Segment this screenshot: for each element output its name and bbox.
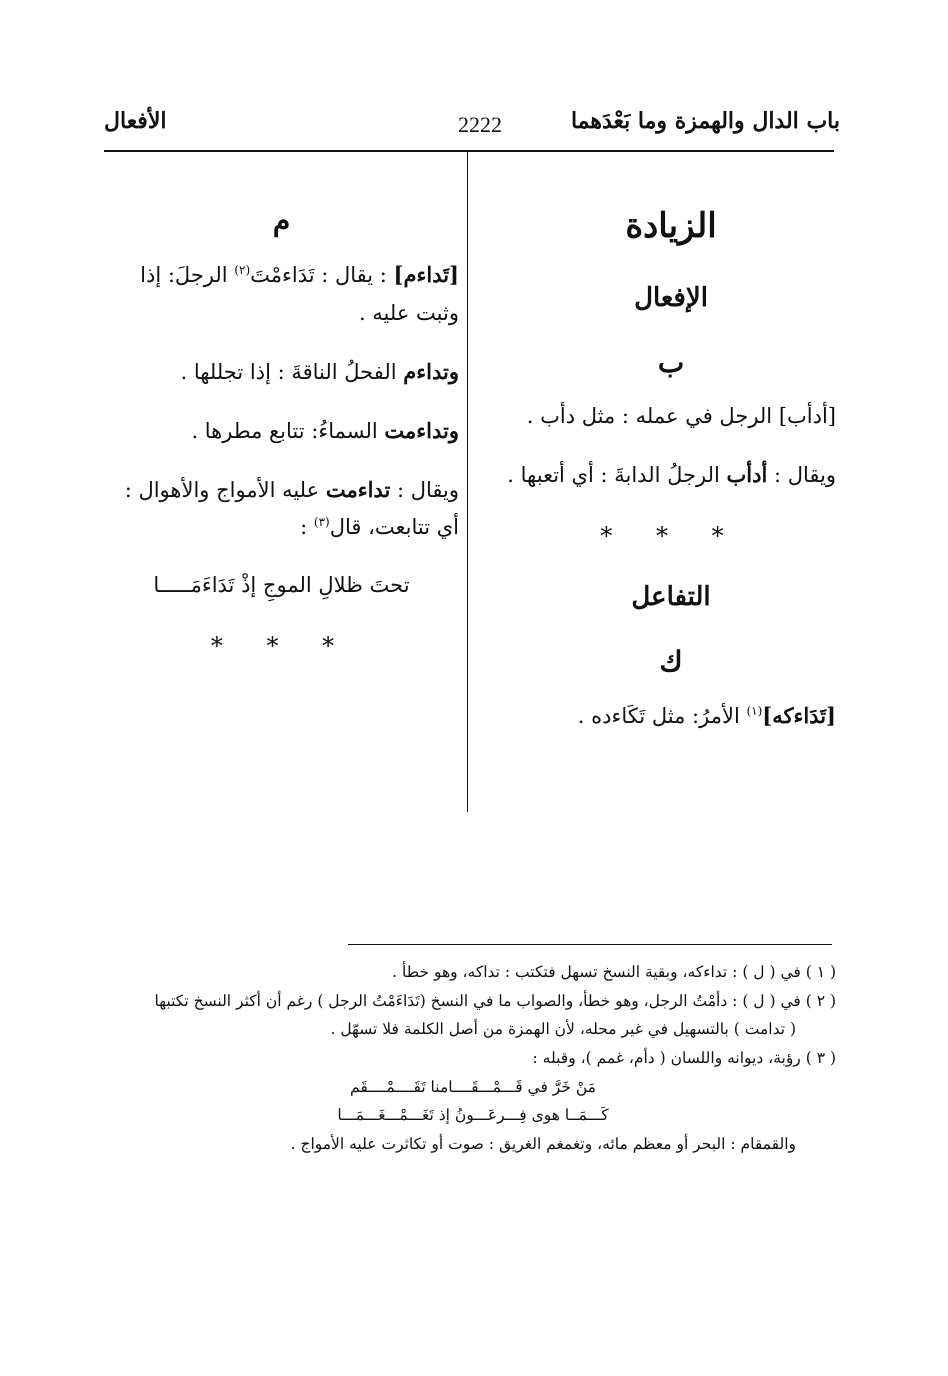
header-rule	[104, 150, 834, 152]
footnote-ref-1: (١)	[746, 704, 763, 719]
footnote-3-note: والقمقام : البحر أو معظم مائه، وتغمغم الغريق : صوت أو تكاثرت عليه الأمواج .	[290, 1135, 796, 1154]
entry-keyword: [تَداءم]	[393, 262, 459, 288]
letter-heading-kaf: ك	[659, 644, 683, 678]
entry-adab: [أدأب] الرجل في عمله : مثل دأب .	[526, 404, 836, 429]
entry-text: السماءُ: تتابع مطرها .	[191, 418, 385, 443]
footnote-2: ( ٢ ) في ( ل ) : دأمْتُ الرجل، وهو خطأ، والصواب ما في النسخ (تَدَاءَمْتُ الرجل ) رغم أن أكثر النسخ تكتبها	[154, 991, 836, 1010]
footnote-verse-1: مَنْ خَرَّ في قَـــمْـــقَــــامنا تَقَــــمْــــقَم	[350, 1077, 596, 1096]
footnote-rule	[348, 944, 832, 945]
page-number: 2222	[458, 112, 502, 137]
running-header-category: الأفعال	[104, 108, 167, 134]
entry-prefix: ويقال :	[390, 477, 459, 502]
footnote-ref-3: (٣)	[313, 515, 330, 530]
entry-tadaam	[104, 256, 459, 333]
entry-text: عليه الأمواج والأهوال : أي تتابعت، قال	[124, 477, 459, 540]
entry-tadaakah	[506, 697, 836, 736]
section-separator: * * *	[210, 631, 353, 660]
letter-heading-ba: ب	[657, 345, 685, 379]
entry-text: : يقال : تَدَاءمْتَ	[250, 263, 394, 288]
entry-keyword: وتداءمت	[384, 417, 459, 443]
entry-tadaamat-amwaj	[104, 471, 459, 548]
entry-keyword: تداءمت	[325, 476, 391, 502]
entry-tadaam-fahl	[104, 353, 459, 392]
section-heading: الزيادة	[625, 206, 717, 246]
subheading-ifal: الإفعال	[634, 283, 708, 314]
entry-keyword: وتداءم	[403, 358, 459, 384]
subheading-tafaul: التفاعل	[631, 582, 711, 613]
poetry-verse: تحتَ ظلالِ الموجِ إذْ تَدَاءَمَـــــا	[153, 573, 410, 598]
letter-heading-mim: م	[272, 204, 291, 237]
footnote-1: ( ١ ) في ( ل ) : تداءكه، وبقية النسخ تسهل فتكتب : تداكه، وهو خطأ .	[392, 963, 836, 981]
right-column	[506, 190, 836, 756]
column-divider	[467, 152, 468, 812]
entry-text: الأمرُ: مثل تَكَاءده .	[577, 704, 747, 729]
entry-text: الرجلُ الدابةَ : أي أتعبها .	[507, 463, 727, 488]
left-column	[104, 190, 459, 684]
entry-text: الفحلُ الناقةَ : إذا تجللها .	[180, 359, 404, 384]
footnote-ref-2: (٢)	[234, 263, 251, 278]
entry-keyword: [تَدَاءكه]	[762, 703, 836, 729]
entry-text-rest: الرجلَ: إذا وثبت عليه .	[140, 263, 459, 326]
entry-tadaamat-sama	[104, 412, 459, 451]
footnote-2-continued: ( تدامت ) بالتسهيل في غير محله، لأن الهمزة من أصل الكلمة فلا تسهّل .	[330, 1020, 796, 1039]
entry-prefix: ويقال :	[767, 463, 836, 488]
footnote-3: ( ٣ ) رؤبة، ديوانه واللسان ( دأم، غمم )، وقبله :	[532, 1049, 836, 1068]
entry-adab-2	[506, 456, 836, 495]
section-separator: * * *	[600, 521, 742, 550]
entry-keyword: أدأب	[726, 462, 768, 488]
running-header-title: باب الدال والهمزة وما بَعْدَهما	[570, 108, 840, 134]
footnote-verse-2: كَـــمَــا هوى فِـــرعَـــونُ إذ تَغَـــمْـــغَـــمَـــا	[337, 1106, 609, 1125]
entry-colon: :	[300, 515, 314, 540]
footnotes	[110, 958, 836, 1159]
